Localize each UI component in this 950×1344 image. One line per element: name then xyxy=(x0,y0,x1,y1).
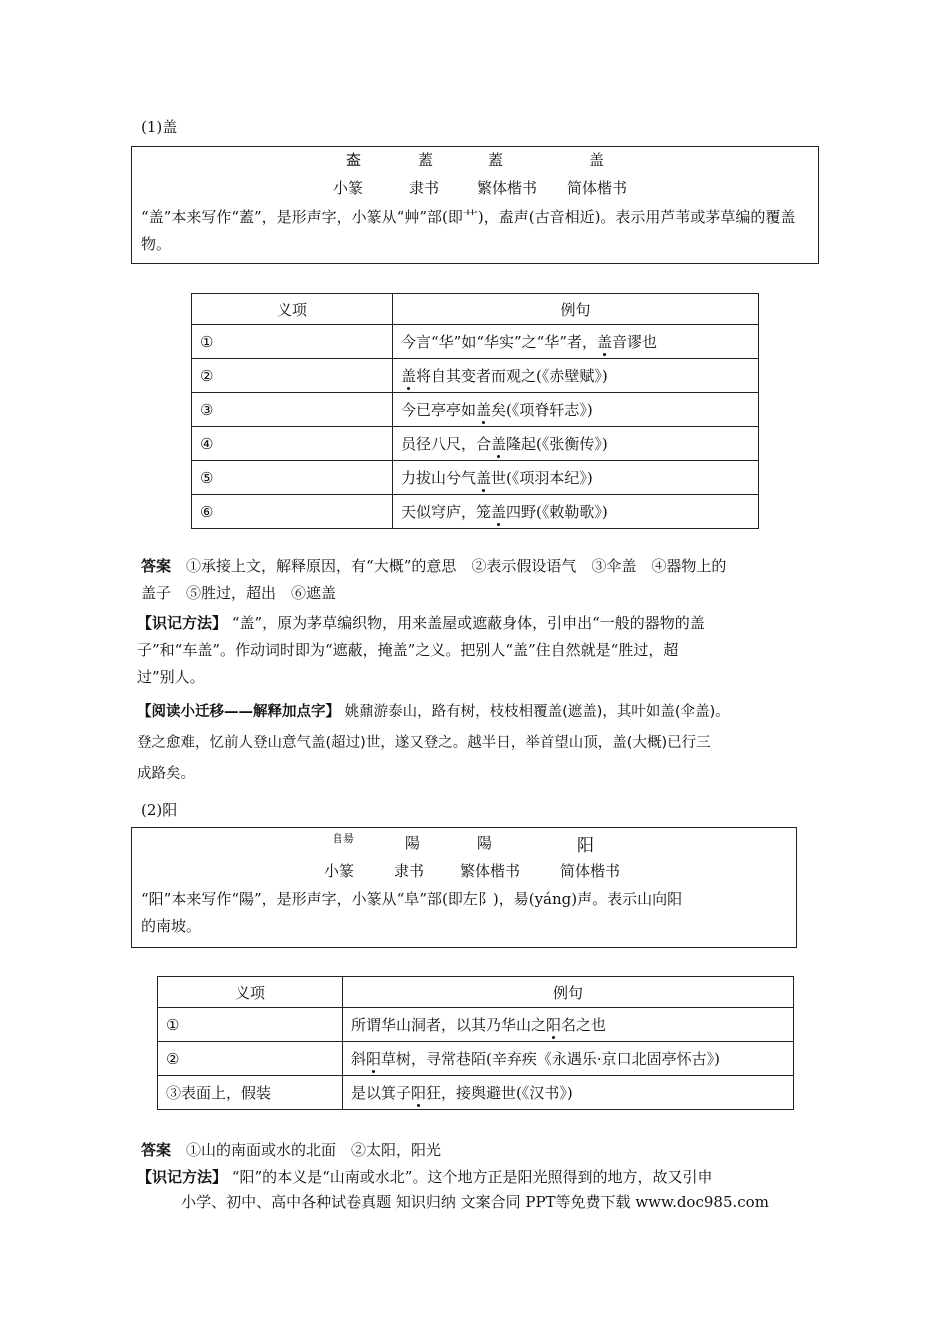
table-row xyxy=(192,427,759,461)
answer-label: 答案 xyxy=(141,557,172,575)
answer-text-2: ①山的南面或水的北面 ②太阳，阳光 xyxy=(186,1141,442,1159)
description-line-1: “阳”本来写作“陽”，是形声字，小篆从“阜”部(即左阝)，昜(yáng)声。表示山向阳 xyxy=(141,890,683,908)
example-cell xyxy=(343,1076,794,1110)
example-text: 世(《项羽本纪》) xyxy=(491,469,593,487)
character-description-2 xyxy=(141,886,793,940)
character-evolution-box xyxy=(131,146,819,264)
dotted-key-character: 盖 xyxy=(476,469,492,487)
dotted-key-character: 阳 xyxy=(366,1050,382,1068)
simplified-regular-glyph-2: 阳 xyxy=(577,836,594,856)
example-text: 将自其变者而观之(《赤壁赋》) xyxy=(416,367,608,385)
dotted-key-character: 盖 xyxy=(491,503,507,521)
table-row xyxy=(158,1076,794,1110)
example-text: 斜 xyxy=(351,1050,367,1068)
method-block xyxy=(137,610,821,691)
example-text: 今言“华”如“华实”之“华”者， xyxy=(401,333,598,351)
seal-script-glyph-2: 𨸏昜 xyxy=(332,832,354,845)
table-row xyxy=(192,325,759,359)
label-simplified-2: 简体楷书 xyxy=(560,862,621,880)
answer-label-2: 答案 xyxy=(141,1141,172,1159)
character-evolution-box-2 xyxy=(131,827,797,948)
reading-line-2: 登之愈难，忆前人登山意气盖(超过)世，遂又登之。越半日，举首望山顶，盖(大概)已行三 xyxy=(137,735,711,751)
reading-line-3: 成路矣。 xyxy=(137,766,195,782)
method-label: 【识记方法】 xyxy=(137,614,228,632)
label-simplified: 简体楷书 xyxy=(567,179,628,197)
example-text: 所谓华山洞者，以其乃华山之 xyxy=(351,1016,547,1034)
table-header-meaning-2: 义项 xyxy=(158,977,343,1008)
meaning-cell: ① xyxy=(192,325,393,359)
label-clerical: 隶书 xyxy=(409,179,440,197)
dotted-key-character: 阳 xyxy=(546,1016,562,1034)
meaning-cell: ③表面上，假装 xyxy=(158,1076,343,1110)
example-text: 员径八尺，合 xyxy=(401,435,492,453)
reading-line-1: 姚鼐游泰山，路有树，枝枝相覆盖(遮盖)，其叶如盖(伞盖)。 xyxy=(344,704,730,720)
example-text: 天似穹庐，笼 xyxy=(401,503,492,521)
meaning-cell: ① xyxy=(158,1008,343,1042)
table-row xyxy=(192,393,759,427)
method-line-1: “盖”，原为茅草编织物，用来盖屋或遮蔽身体，引申出“一般的器物的盖 xyxy=(231,614,705,632)
label-seal-2: 小篆 xyxy=(324,862,355,880)
table-header-meaning: 义项 xyxy=(192,294,393,325)
method-text-2: “阳”的本义是“山南或水北”。这个地方正是阳光照得到的地方，故又引申 xyxy=(231,1168,713,1186)
seal-script-glyph: 𥁋 xyxy=(346,151,362,169)
simplified-regular-glyph: 盖 xyxy=(589,151,605,169)
dotted-key-character: 阳 xyxy=(411,1084,427,1102)
method-line-3: 过”别人。 xyxy=(137,668,205,686)
clerical-script-glyph: 蓋 xyxy=(418,151,434,169)
meaning-cell: ③ xyxy=(192,393,393,427)
table-header-example-2: 例句 xyxy=(343,977,794,1008)
meaning-cell: ④ xyxy=(192,427,393,461)
section-heading: (1)盖 xyxy=(141,118,178,136)
dotted-key-character: 盖 xyxy=(476,401,492,419)
dotted-key-character: 盖 xyxy=(597,333,613,351)
example-text: 隆起(《张衡传》) xyxy=(506,435,608,453)
method-label-2: 【识记方法】 xyxy=(137,1168,228,1186)
example-text: 四野(《敕勒歌》) xyxy=(506,503,608,521)
meaning-cell: ⑤ xyxy=(192,461,393,495)
table-header-example: 例句 xyxy=(393,294,759,325)
meaning-table-gai xyxy=(191,293,759,529)
meaning-cell: ⑥ xyxy=(192,495,393,529)
example-cell xyxy=(343,1008,794,1042)
description-line-2: 的南坡。 xyxy=(141,917,202,935)
label-clerical-2: 隶书 xyxy=(394,862,425,880)
example-text: 狂，接舆避世(《汉书》) xyxy=(426,1084,573,1102)
traditional-regular-glyph: 蓋 xyxy=(488,151,504,169)
meaning-cell: ② xyxy=(158,1042,343,1076)
traditional-regular-glyph-2: 陽 xyxy=(477,834,493,852)
example-cell xyxy=(393,359,759,393)
example-cell xyxy=(393,393,759,427)
example-text: 草树，寻常巷陌(辛弃疾《永遇乐·京口北固亭怀古》) xyxy=(381,1050,721,1068)
answer-block xyxy=(141,553,821,607)
example-text: 今已亭亭如 xyxy=(401,401,477,419)
answer-line-1: ①承接上文，解释原因，有“大概”的意思 ②表示假设语气 ③伞盖 ④器物上的 xyxy=(186,557,727,575)
table-row xyxy=(158,1042,794,1076)
example-cell xyxy=(393,427,759,461)
example-cell xyxy=(393,495,759,529)
label-seal: 小篆 xyxy=(333,179,364,197)
section-heading-2: (2)阳 xyxy=(141,801,178,819)
example-text: 力拔山兮气 xyxy=(401,469,477,487)
method-line-2: 子”和“车盖”。作动词时即为“遮蔽，掩盖”之义。把别人“盖”住自然就是“胜过，超 xyxy=(137,641,679,659)
example-cell xyxy=(393,461,759,495)
table-row xyxy=(192,461,759,495)
answer-block-2 xyxy=(141,1137,821,1164)
example-text: 矣(《项脊轩志》) xyxy=(491,401,593,419)
example-text: 音谬也 xyxy=(612,333,658,351)
example-text: 名之也 xyxy=(561,1016,607,1034)
method-block-2 xyxy=(137,1164,827,1191)
example-cell xyxy=(343,1042,794,1076)
table-row xyxy=(192,359,759,393)
footer-ad: 小学、初中、高中各种试卷真题 知识归纳 文案合同 PPT等免费下载 www.doc985.com xyxy=(181,1193,769,1211)
table-row xyxy=(192,495,759,529)
dotted-key-character: 盖 xyxy=(491,435,507,453)
reading-transfer-block xyxy=(137,697,827,790)
meaning-table-yang xyxy=(157,976,794,1110)
dotted-key-character: 盖 xyxy=(401,367,417,385)
label-traditional: 繁体楷书 xyxy=(477,179,538,197)
answer-line-2: 盖子 ⑤胜过，超出 ⑥遮盖 xyxy=(141,584,337,602)
label-traditional-2: 繁体楷书 xyxy=(460,862,521,880)
character-description: “盖”本来写作“蓋”，是形声字，小篆从“艸”部(即艹)，盍声(古音相近)。表示用芦苇或茅草编的覆盖物。 xyxy=(141,208,796,253)
example-text: 是以箕子 xyxy=(351,1084,412,1102)
clerical-script-glyph-2: 陽 xyxy=(405,834,421,852)
reading-label: 【阅读小迁移——解释加点字】 xyxy=(137,704,340,720)
meaning-cell: ② xyxy=(192,359,393,393)
table-row xyxy=(158,1008,794,1042)
example-cell xyxy=(393,325,759,359)
